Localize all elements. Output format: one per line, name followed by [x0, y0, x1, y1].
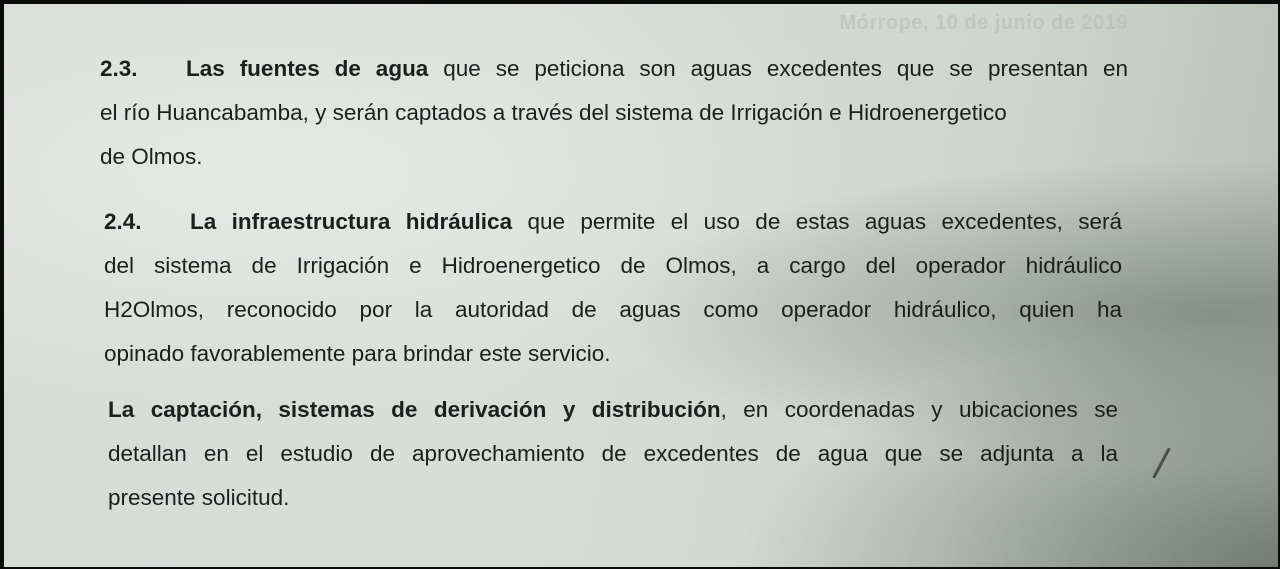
paragraph-text: , en coordenadas y ubicaciones se [720, 397, 1118, 422]
section-number: 2.3. [100, 56, 138, 81]
section-lead: Las fuentes de agua [186, 56, 429, 81]
section-text: que permite el uso de estas aguas excedentes, será [512, 209, 1123, 234]
section-2-4-line-3: H2Olmos, reconocido por la autoridad de aguas como operador hidráulico, quien ha [104, 297, 1122, 322]
section-2-3-line-2: el río Huancabamba, y serán captados a través del sistema de Irrigación e Hidroenergetico [100, 100, 1007, 125]
captacion-line-3: presente solicitud. [108, 485, 290, 510]
paragraph-lead: La captación, sistemas de derivación y distribución [108, 397, 721, 422]
section-2-4 [104, 200, 1122, 376]
captacion-line-1 [108, 388, 1118, 432]
document-page [4, 4, 1278, 567]
captacion-line-2: detallan en el estudio de aprovechamiento de excedentes de agua que se adjunta a la [108, 441, 1118, 466]
section-2-4-line-2: del sistema de Irrigación e Hidroenergetico de Olmos, a cargo del operador hidráulico [104, 253, 1122, 278]
section-2-3-line-1 [100, 47, 1128, 91]
faded-date-text: Mórrope, 10 de junio de 2019 [839, 12, 1128, 34]
section-text: que se peticiona son aguas excedentes que se presentan en [428, 56, 1128, 81]
section-2-3 [100, 47, 1128, 179]
captacion-paragraph [108, 388, 1118, 520]
section-2-4-line-4: opinado favorablemente para brindar este servicio. [104, 341, 611, 366]
section-2-3-line-3: de Olmos. [100, 144, 203, 169]
section-2-4-line-1 [104, 200, 1122, 244]
pen-mark [1152, 447, 1171, 478]
section-number: 2.4. [104, 209, 142, 234]
section-lead: La infraestructura hidráulica [190, 209, 513, 234]
